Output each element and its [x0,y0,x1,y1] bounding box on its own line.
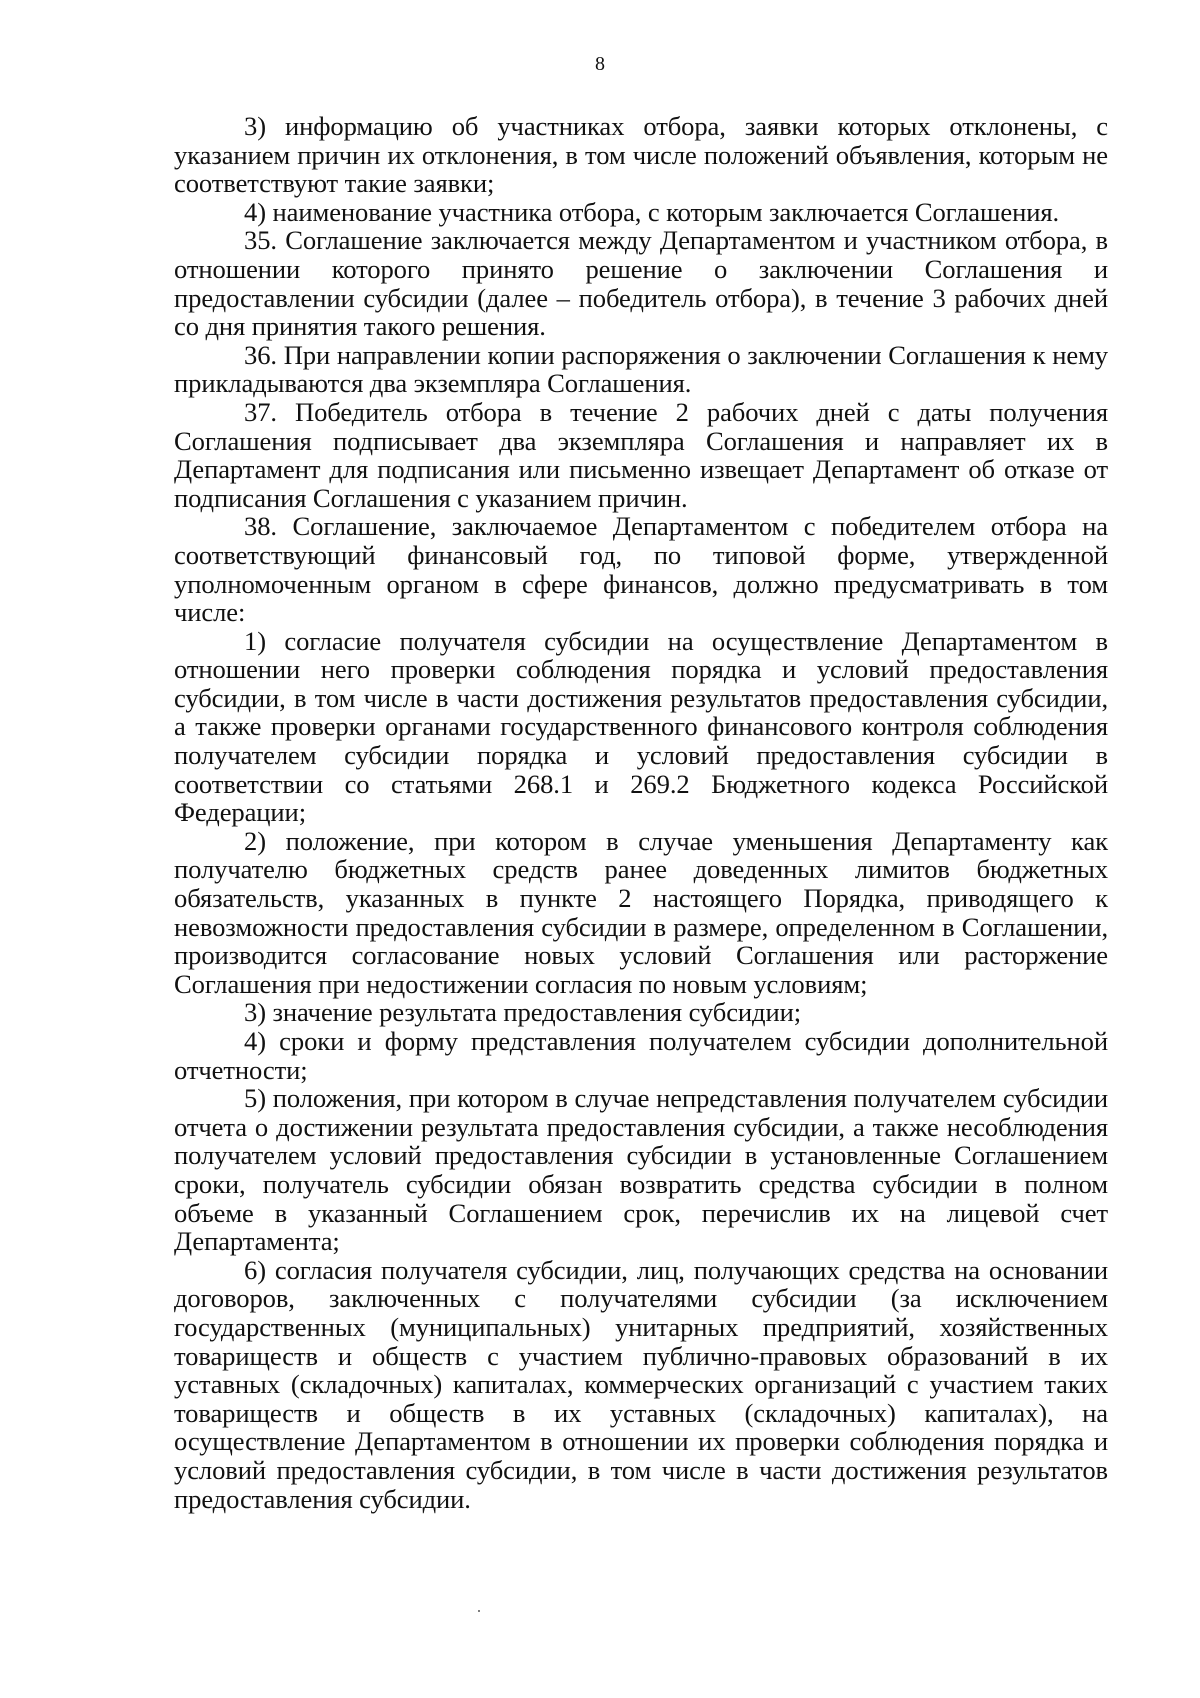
paragraph-37: 37. Победитель отбора в течение 2 рабочих дней с даты получения Соглашения подписывает два экземпляра Соглашения и направляет их в Департамент для подписания или письменно извещает Департамент об отказе от подписания Соглашения с указанием причин. [174,396,1108,513]
paragraph-38-item-2: 2) положение, при котором в случае уменьшения Департаменту как получателю бюджетных средств ранее доведенных лимитов бюджетных обязательств, указанных в пункте 2 настоящего Порядка, приводящего к невозможности предоставления субсидии в размере, определенном в Соглашении, производится согласование новых условий Соглашения или расторжение Соглашения при недостижении согласия по новым условиям; [174,825,1108,999]
paragraph-38-item-1: 1) согласие получателя субсидии на осуществление Департаментом в отношении него проверки соблюдения порядка и условий предоставления субсидии, в том числе в части достижения результатов предоставления субсидии, а также проверки органами государственного финансового контроля соблюдения получателем субсидии порядка и условий предоставления субсидии в соответствии со статьями 268.1 и 269.2 Бюджетного кодекса Российской Федерации; [174,625,1108,828]
paragraph-item-4-winner-name: 4) наименование участника отбора, с которым заключается Соглашения. [244,196,1060,227]
paragraph-38-item-6: 6) согласия получателя субсидии, лиц, получающих средства на основании договоров, заключенных с получателями субсидии (за исключением государственных (муниципальных) унитарных предприятий, хозяйственных товариществ и обществ с участием публично-правовых образований в их уставных (складочных) капиталах, коммерческих организаций с участием таких товариществ и обществ в их уставных (складочных) капиталах), на осуществление Департаментом в отношении их проверки соблюдения порядка и условий предоставления субсидии, в том числе в части достижения результатов предоставления субсидии. [174,1254,1108,1514]
paragraph-36: 36. При направлении копии распоряжения о заключении Соглашения к нему прикладываются два экземпляра Соглашения. [174,339,1108,399]
document-body [174,112,1108,1513]
paragraph-38-item-3: 3) значение результата предоставления субсидии; [244,997,802,1028]
paragraph-38-item-5: 5) положения, при котором в случае непредставления получателем субсидии отчета о достижении результата предоставления субсидии, а также несоблюдения получателем условий предоставления субсидии в установленные Соглашением сроки, получатель субсидии обязан возвратить средства субсидии в полном объеме в указанный Соглашением срок, перечислив их на лицевой счет Департамента; [174,1083,1108,1257]
paragraph-35: 35. Соглашение заключается между Департаментом и участником отбора, в отношении которого принято решение о заключении Соглашения и предоставлении субсидии (далее – победитель отбора), в течение 3 рабочих дней со дня принятия такого решения. [174,225,1108,342]
paragraph-38: 38. Соглашение, заключаемое Департаментом с победителем отбора на соответствующий финансовый год, по типовой форме, утвержденной уполномоченным органом в сфере финансов, должно предусматривать в том числе: [174,511,1108,628]
page-number: 8 [595,53,605,75]
paragraph-38-item-4: 4) сроки и форму представления получателем субсидии дополнительной отчетности; [174,1026,1108,1085]
scan-speck [478,1610,480,1612]
paragraph-item-3-rejected-participants: 3) информацию об участниках отбора, заявки которых отклонены, с указанием причин их отклонения, в том числе положений объявления, которым не соответствуют такие заявки; [174,111,1108,199]
